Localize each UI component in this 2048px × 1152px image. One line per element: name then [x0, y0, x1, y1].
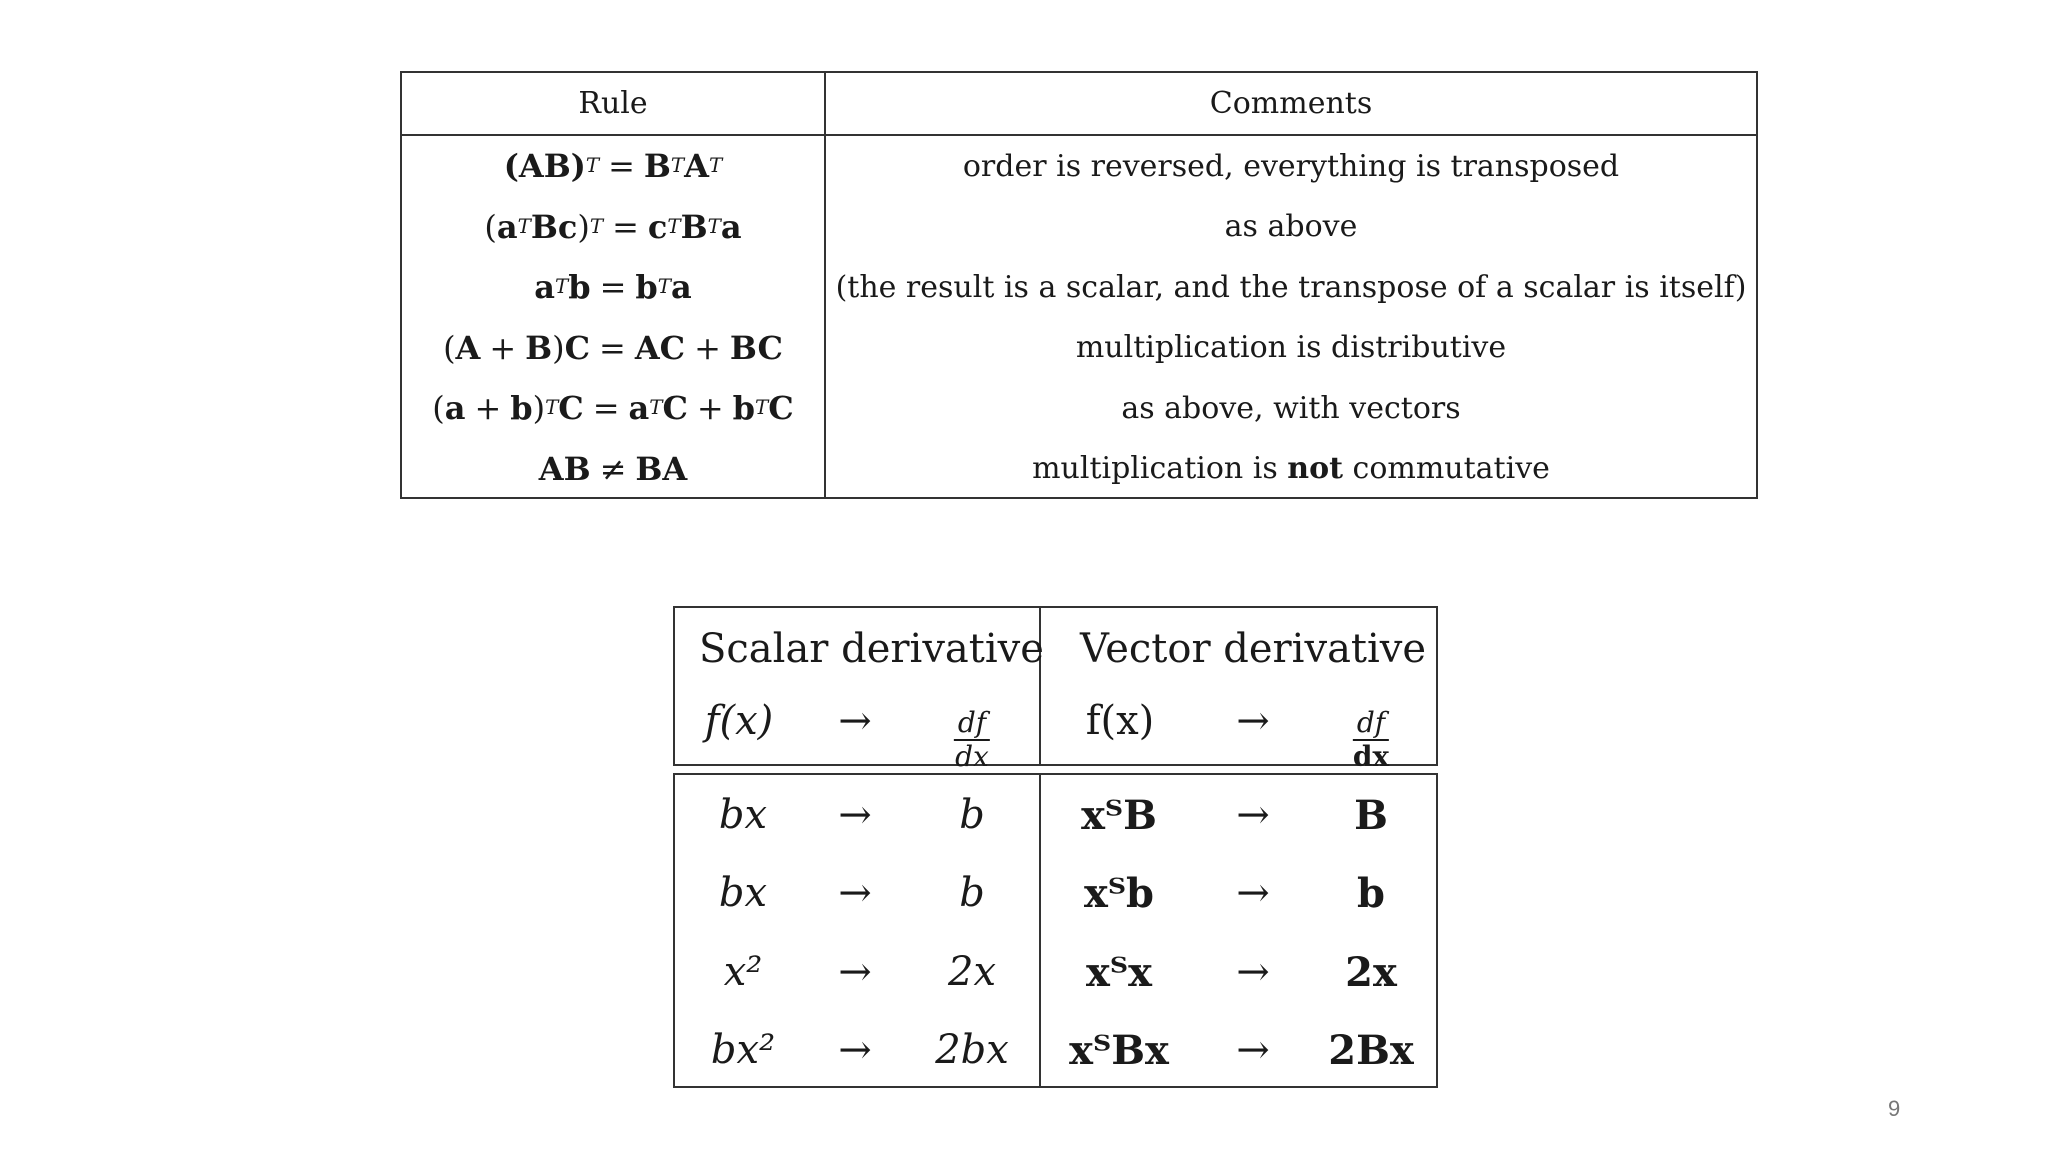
vector-out-4: 2Bx [1328, 1027, 1414, 1074]
vector-arrow-2: → [1236, 870, 1270, 916]
scalar-out-2: b [959, 870, 985, 916]
comment-4: multiplication is distributive [1075, 330, 1507, 366]
vector-derivative-title: Vector derivative [1080, 626, 1427, 672]
scalar-derivative-title: Scalar derivative [699, 626, 1044, 672]
comments-column [826, 73, 1756, 497]
page-number: 9 [1888, 1096, 1901, 1121]
comment-6-before: multiplication is [1032, 451, 1278, 487]
vector-df-dx: $\frac{df}{dx}$ [1352, 706, 1390, 773]
comment-6-after: commutative [1352, 451, 1550, 487]
vector-in-1: xᵀB [1081, 792, 1157, 839]
vector-head-arrow: → [1236, 698, 1270, 744]
comment-1: order is reversed, everything is transposed [962, 148, 1620, 184]
derivative-table-body [673, 773, 1438, 1088]
scalar-out-3: 2x [947, 949, 997, 995]
scalar-in-2: bx [718, 870, 768, 916]
derivative-table-header [673, 606, 1438, 773]
comment-3: (the result is a scalar, and the transpose of a scalar is itself) [835, 269, 1747, 305]
matrix-rules-table [400, 71, 1758, 499]
vector-in-2: xᵀb [1084, 870, 1154, 917]
scalar-fx: f(x) [704, 698, 774, 744]
scalar-head-arrow: → [838, 698, 872, 744]
rule-2: ( a T Bc ) T = c T B T a [484, 207, 742, 246]
comment-6 [826, 439, 1756, 500]
vector-arrow-1: → [1236, 792, 1270, 838]
rule-column [402, 73, 824, 497]
vector-arrow-3: → [1236, 949, 1270, 995]
rule-4: ( A + B ) C = AC + BC [443, 328, 783, 367]
comment-2: as above [1224, 209, 1358, 245]
body-column-divider [1039, 775, 1041, 1086]
vector-out-3: 2x [1345, 949, 1397, 996]
rule-1: (AB) T = B T A T [503, 147, 723, 186]
scalar-in-4: bx² [710, 1027, 776, 1073]
derivative-table [673, 606, 1438, 1088]
rule-6: AB ≠ BA [538, 449, 688, 488]
vector-out-1: B [1354, 792, 1388, 839]
scalar-in-1: bx [718, 792, 768, 838]
rule-5: ( a + b ) T C = a T C + b T C [432, 389, 794, 428]
scalar-in-3: x² [723, 949, 763, 995]
vector-fx: f(x) [1085, 698, 1155, 744]
comments-header: Comments [1209, 86, 1373, 121]
rule-3: a T b = b T a [534, 268, 692, 307]
scalar-out-1: b [959, 792, 985, 838]
scalar-arrow-1: → [838, 792, 872, 838]
scalar-arrow-4: → [838, 1027, 872, 1073]
scalar-arrow-3: → [838, 949, 872, 995]
vector-in-3: xᵀx [1086, 949, 1152, 996]
scalar-out-4: 2bx [935, 1027, 1009, 1073]
vector-arrow-4: → [1236, 1027, 1270, 1073]
comment-5: as above, with vectors [1121, 390, 1461, 426]
comment-6-bold: not [1287, 451, 1343, 487]
scalar-arrow-2: → [838, 870, 872, 916]
vector-in-4: xᵀBx [1069, 1027, 1169, 1074]
rule-header: Rule [578, 86, 648, 121]
vector-out-2: b [1357, 870, 1385, 917]
scalar-df-dx: $\frac{df}{dx}$ [955, 706, 989, 773]
